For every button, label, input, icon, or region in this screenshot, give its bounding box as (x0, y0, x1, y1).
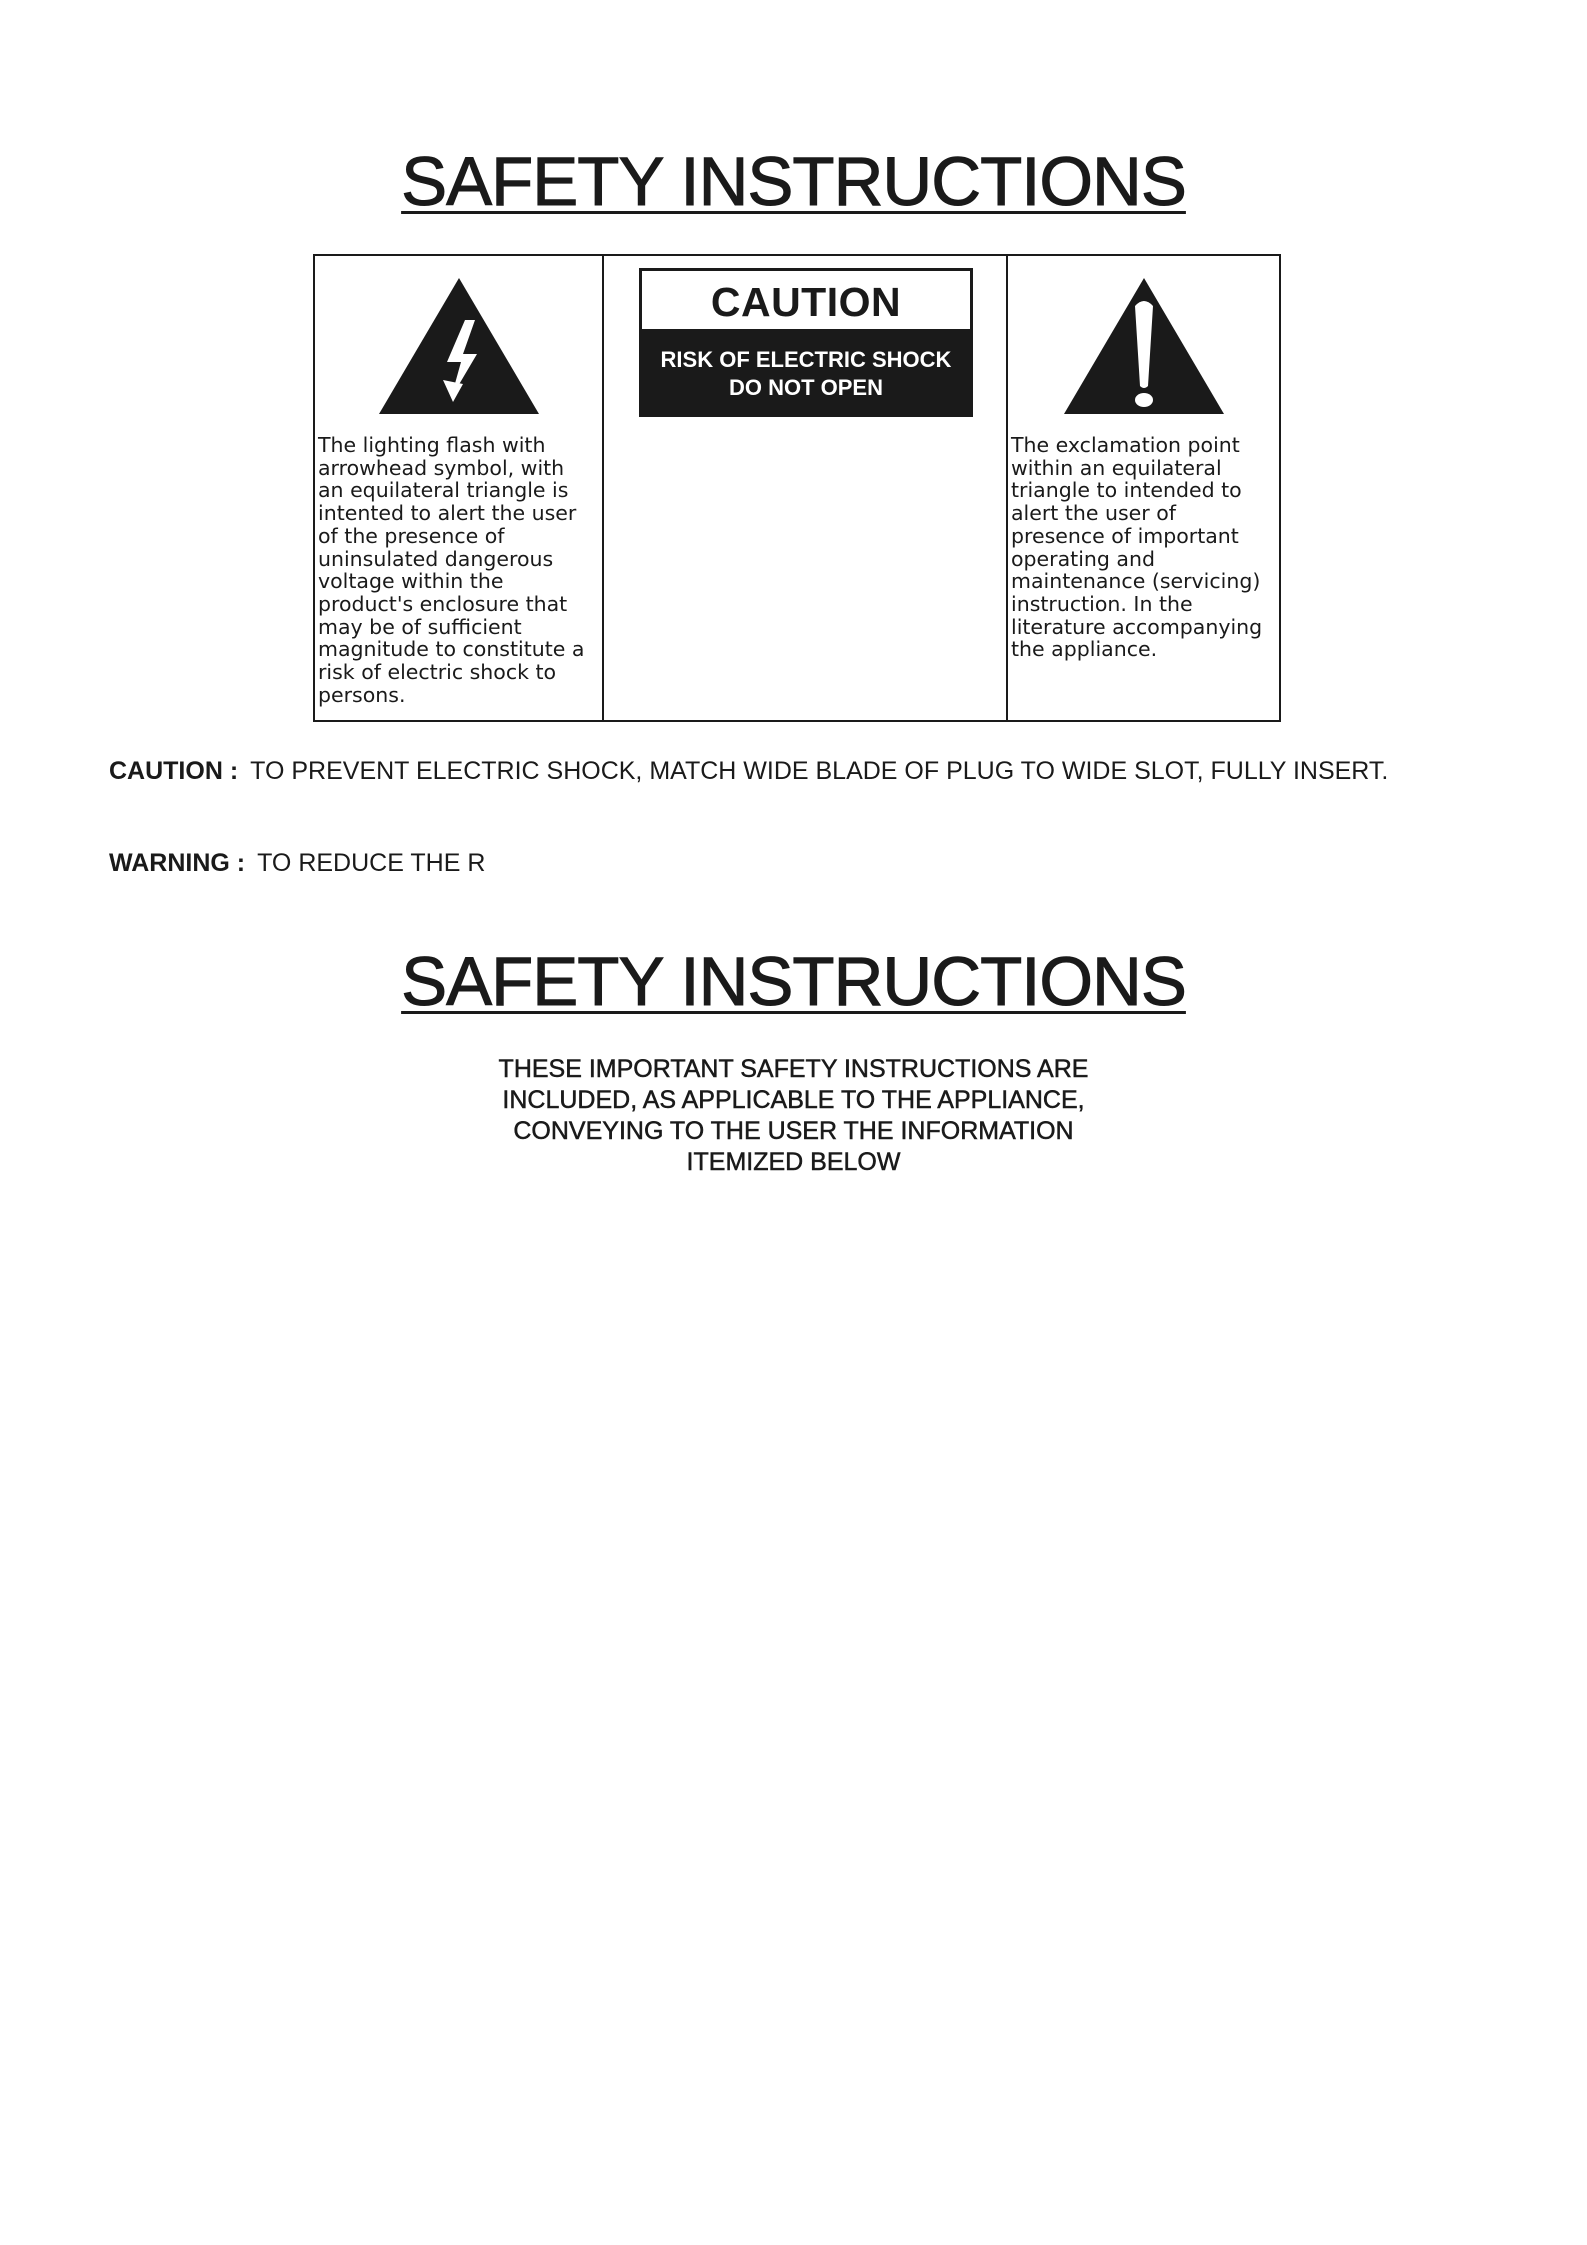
caution-label-banner (642, 332, 970, 414)
section-title (0, 942, 1587, 1021)
caution-label-line2: DO NOT OPEN (728, 375, 883, 400)
caution-label (639, 268, 973, 417)
page-title (0, 142, 1587, 221)
caution-notice (109, 757, 1388, 786)
page-title-text: SAFETY INSTRUCTIONS (401, 143, 1186, 220)
exclamation-symbol-description: The exclamation point within an equilateral triangle to intended to alert the user of presence of important operating and maintenance (servicing) instruction. In the literature accompanying the appliance. (1011, 433, 1263, 662)
caution-label-line1: RISK OF ELECTRIC SHOCK (660, 347, 952, 372)
caution-label-heading: CAUTION (642, 271, 970, 332)
lightning-triangle-icon (377, 276, 541, 416)
warning-notice-label: WARNING : (109, 849, 246, 877)
lightning-symbol-cell (315, 256, 604, 720)
section-title-text: SAFETY INSTRUCTIONS (401, 943, 1186, 1020)
caution-notice-label: CAUTION : (109, 757, 239, 785)
warning-notice (109, 849, 485, 878)
caution-label-cell (604, 256, 1008, 720)
safety-symbols-table (313, 254, 1281, 722)
exclamation-triangle-icon (1062, 276, 1226, 416)
intro-paragraph: THESE IMPORTANT SAFETY INSTRUCTIONS ARE INCLUDED, AS APPLICABLE TO THE APPLIANCE, CONVEYING TO THE USER THE INFORMATION ITEMIZED BELOW (498, 1055, 1089, 1176)
exclamation-symbol-cell (1008, 256, 1279, 720)
lightning-symbol-description: The lighting flash with arrowhead symbol, with an equilateral triangle is intented to alert the user of the presence of uninsulated dangerous voltage within the product's enclosure that may be of sufficient magnitude to constitute a risk of electric shock to persons. (318, 433, 585, 707)
caution-notice-text: TO PREVENT ELECTRIC SHOCK, MATCH WIDE BLADE OF PLUG TO WIDE SLOT, FULLY INSERT. (250, 757, 1389, 785)
warning-notice-text: TO REDUCE THE R (257, 849, 486, 877)
